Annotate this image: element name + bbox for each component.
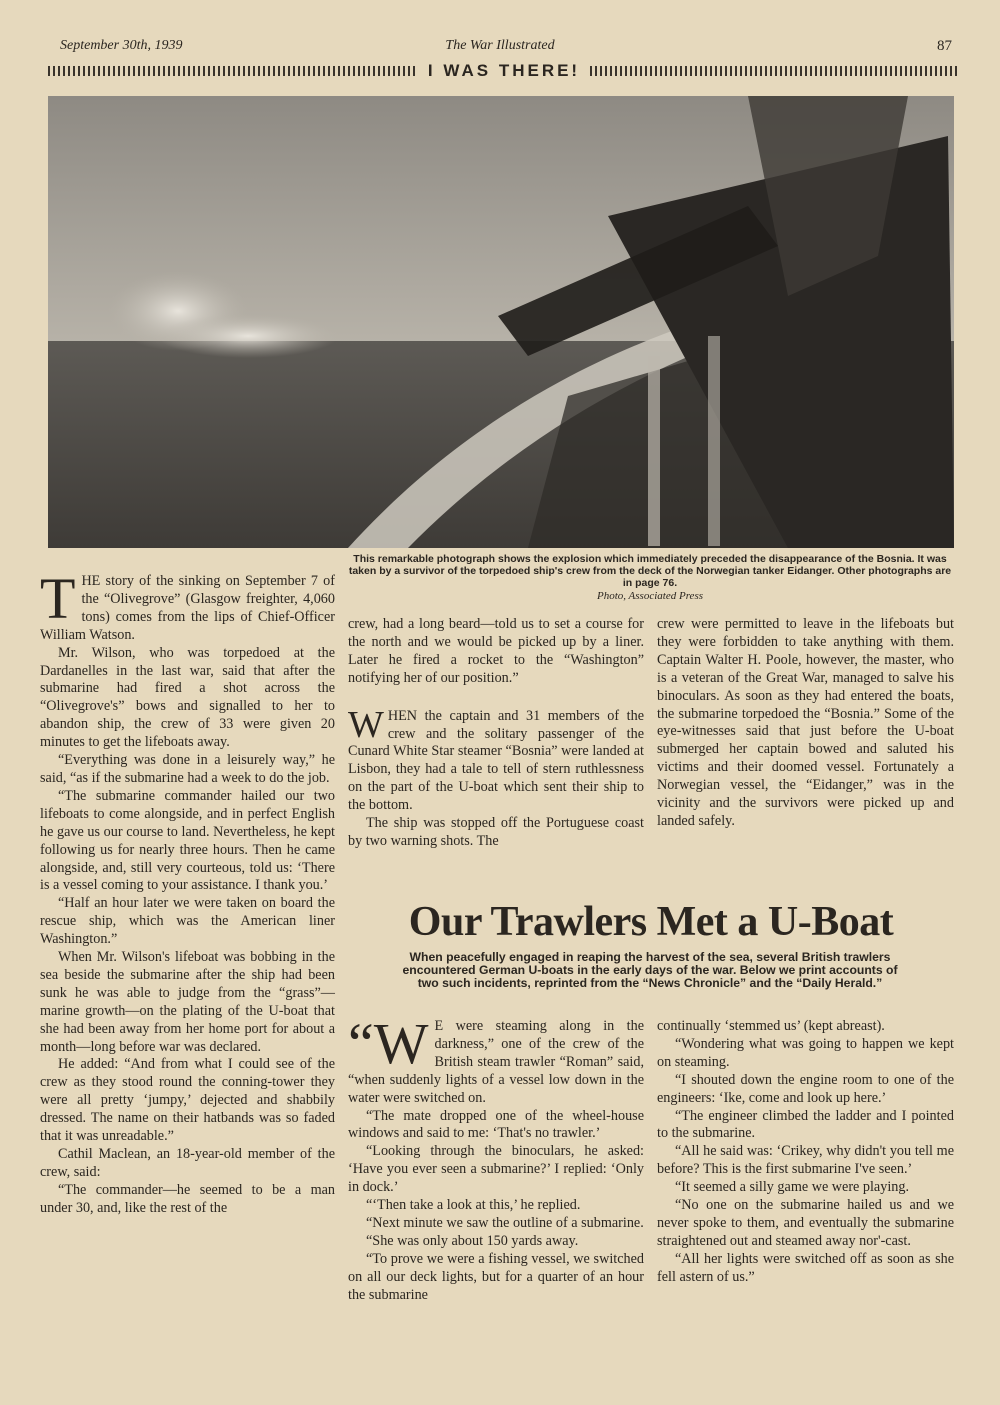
issue-date: September 30th, 1939	[60, 38, 183, 53]
article2-paragraph: “To prove we were a fishing vessel, we switched on all our deck lights, but for a quarter of an hour the submarine	[348, 1250, 644, 1303]
article2-paragraph: “W E were steaming along in the darkness,” one of the crew of the British steam trawler “Roman” said, “when suddenly lights of a vessel low down in the water were switched on.	[348, 1011, 644, 1106]
article2-paragraph: “Looking through the binoculars, he asked: ‘Have you ever seen a submarine?’ I replied: ‘Only in dock.’	[348, 1143, 644, 1196]
article2-paragraph: “All her lights were switched off as soon as she fell astern of us.”	[657, 1250, 954, 1285]
story1-paragraph: “The submarine commander hailed our two lifeboats to come alongside, and in perfect English he gave us our course to land. Nevertheless, he kept following us for nearly three hours. Then he came alongside, and, still very courteous, told us: ‘There is a vessel coming to your assistance. I thank you.’	[40, 787, 335, 894]
banner-rule-right	[590, 66, 960, 76]
article2-paragraph: continually ‘stemmed us’ (kept abreast).	[657, 1018, 885, 1034]
photo-credit: Photo, Associated Press	[596, 590, 704, 602]
story2-paragraph: crew were permitted to leave in the lifeboats but they were forbidden to take anything with them. Captain Walter H. Poole, however, the master, who is a veteran of the Great War, managed to salve his binoculars. As soon as they had entered the boats, the submarine torpedoed the “Bosnia.” Some of the eye-witnesses said that just before the U-boat submerged her captain bowed and saluted his victims and their doomed vessel. Fortunately a Norwegian vessel, the “Eidanger,” was in the vicinity and the survivors were picked up and landed safely.	[657, 616, 954, 829]
story1-paragraph: When Mr. Wilson's lifeboat was bobbing in the sea beside the submarine after the ship had been sunk he was able to judge from the “grass”—marine growth—on the plating of the U-boat that she had been away from her home port for about a month—long before war was declared.	[40, 949, 335, 1055]
article2-column2	[657, 1018, 954, 1287]
article2-paragraph: “Wondering what was going to happen we kept on steaming.	[657, 1035, 954, 1070]
article2-paragraph: “Next minute we saw the outline of a submarine.	[366, 1214, 644, 1231]
article-headline: Our Trawlers Met a U-Boat	[408, 899, 894, 945]
section-banner-title: I WAS THERE!	[427, 61, 581, 80]
article-standfirst: When peacefully engaged in reaping the harvest of the sea, several British trawlers encountered German U-boats in the early days of the war. Below we print accounts of two such incidents, reprinted from the “News Chronicle” and the “Daily Herald.”	[402, 950, 898, 990]
story1-column2	[348, 616, 644, 851]
story2-dropcap: W	[348, 703, 384, 746]
photograph-illustration	[48, 96, 954, 548]
publication-title: The War Illustrated	[445, 38, 555, 53]
page-number: 87	[937, 38, 952, 54]
story1-paragraph: Cathil Maclean, an 18-year-old member of the crew, said:	[40, 1146, 335, 1180]
article2-paragraph: “She was only about 150 yards away.	[366, 1232, 579, 1249]
article2-column1	[348, 1011, 644, 1305]
story2-paragraph: The ship was stopped off the Portuguese coast by two warning shots. The	[348, 815, 644, 849]
article2-paragraph: “‘Then take a look at this,’ he replied.	[366, 1197, 581, 1214]
story1-column1	[40, 566, 335, 1218]
story1-paragraph: crew, had a long beard—told us to set a course for the north and we would be picked up by a liner. Later he fired a rocket to the “Washington” notifying her of our position.”	[348, 616, 644, 686]
article2-paragraph: “No one on the submarine hailed us and we never spoke to them, and eventually the submarine straightened out and steamed away nor'-cast.	[657, 1197, 954, 1249]
article2-paragraph: “It seemed a silly game we were playing.	[675, 1179, 910, 1196]
story1-paragraph: “The commander—he seemed to be a man under 30, and, like the rest of the	[40, 1181, 335, 1216]
explosion-photograph	[48, 96, 954, 548]
article2-paragraph: “The mate dropped one of the wheel-house windows and said to me: ‘That's no trawler.’	[348, 1107, 644, 1142]
story1-paragraph: Mr. Wilson, who was torpedoed at the Dardanelles in the last war, said that after the submarine had fired a shot across the “Olivegrove's” bows and signalled to her to abandon ship, the crew of 33 were given 20 minutes to get the lifeboats away.	[40, 644, 335, 751]
section-banner	[48, 60, 960, 82]
story2-paragraph: WHEN the captain and 31 members of the crew and the solitary passenger of the Cunard White Star steamer “Bosnia” were landed at Lisbon, they had a tale to tell of stern ruthlessness on the part of the U-boat which sent their ship to the bottom.	[348, 703, 644, 814]
article2-paragraph: “The engineer climbed the ladder and I pointed to the submarine.	[657, 1107, 954, 1142]
article2-paragraph: “All he said was: ‘Crikey, why didn't you tell me before? This is the first submarine I've seen.’	[657, 1143, 954, 1178]
story1-paragraph: He added: “And from what I could see of the crew as they stood round the conning-tower they were all pretty ‘jumpy,’ dejected and shabbily dressed. The name on their hatbands was so faded that it was unreadable.”	[40, 1056, 335, 1145]
story2-column	[657, 616, 954, 831]
article2-paragraph: “I shouted down the engine room to one of the engineers: ‘Ike, come and look up here.’	[657, 1071, 954, 1106]
story1-paragraph: THE story of the sinking on September 7 of the “Olivegrove” (Glasgow freighter, 4,060 tons) comes from the lips of Chief-Officer William Watson.	[40, 566, 335, 643]
story1-dropcap: T	[40, 566, 76, 631]
story1-paragraph: “Everything was done in a leisurely way,” he said, “as if the submarine had a week to do the job.	[40, 752, 335, 786]
photo-caption: This remarkable photograph shows the explosion which immediately preceded the disappearance of the Bosnia. It was taken by a survivor of the torpedoed ship's crew from the deck of the Norwegian tanker Eidanger. Other photographs are in page 76.	[348, 553, 952, 589]
article2-dropcap: “W	[348, 1011, 429, 1076]
banner-rule-left	[48, 66, 418, 76]
story1-paragraph: “Half an hour later we were taken on board the rescue ship, which was the American liner Washington.”	[40, 895, 335, 948]
